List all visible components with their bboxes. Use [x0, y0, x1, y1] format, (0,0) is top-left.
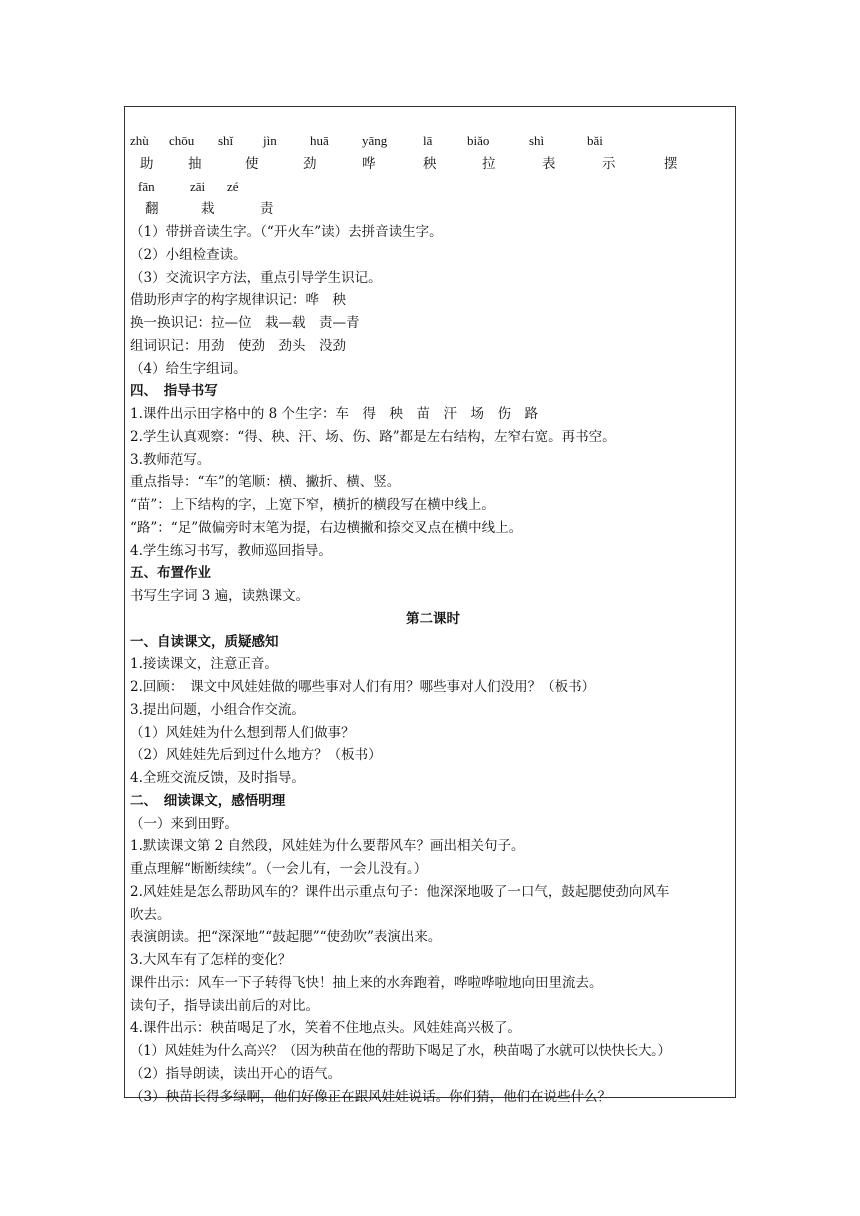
pinyin: yāng: [362, 133, 388, 148]
hanzi: 劲: [303, 155, 317, 172]
pinyin: shǐ: [218, 133, 234, 148]
hanzi: 秧: [423, 155, 437, 172]
hanzi: 表: [542, 155, 556, 172]
hanzi: 抽: [188, 155, 202, 172]
text-line: 4.学生练习书写，教师巡回指导。: [130, 542, 332, 559]
text-line: 读句子，指导读出前后的对比。: [130, 997, 319, 1014]
text-line: （3）交流识字方法，重点引导学生识记。: [130, 269, 382, 286]
text-line: 组词识记：用劲 使劲 劲头 没劲: [130, 337, 346, 354]
pinyin: zāi: [190, 178, 206, 194]
text-line: （一）来到田野。: [130, 815, 238, 832]
pinyin: shì: [529, 133, 545, 148]
text-line: （4）给生字组词。: [130, 360, 247, 377]
text-line: 借助形声字的构字规律识记：哗 秧: [130, 292, 346, 309]
pinyin: jìn: [263, 133, 277, 148]
text-line: （2）指导朗读，读出开心的语气。: [130, 1065, 342, 1082]
text-line: 4.全班交流反馈，及时指导。: [130, 770, 305, 786]
hanzi: 助: [140, 155, 154, 172]
text-line: （1）风娃娃为什么想到帮人们做事？: [130, 724, 355, 741]
text-line: （1）带拼音读生字。（“开火车”读）去拼音读生字。: [130, 224, 443, 240]
text-line: （3）秧苗长得多绿啊，他们好像正在跟风娃娃说话。你们猜，他们在说些什么？: [130, 1088, 612, 1105]
section-heading: 二、 细读课文，感悟明理: [130, 792, 286, 809]
text-line: 3.提出问题，小组合作交流。: [130, 701, 305, 718]
text-line: 换一换识记：拉—位 栽—载 责—青: [130, 315, 360, 331]
hanzi: 摆: [664, 155, 678, 172]
pinyin: fān: [138, 178, 155, 194]
text-line: 3.大风车有了怎样的变化？: [130, 952, 292, 968]
hanzi: 责: [260, 201, 274, 218]
text-line: 2.学生认真观察：“得、秧、汗、场、伤、路”都是左右结构，左窄右宽。再书空。: [130, 428, 616, 445]
pinyin: biǎo: [467, 133, 490, 148]
text-line: 重点理解“断断续续”。（一会儿有，一会儿没有。）: [130, 861, 428, 877]
pinyin: chōu: [169, 133, 195, 148]
lesson-content: [130, 130, 736, 1108]
pinyin: zé: [227, 178, 239, 194]
char-row-1: [130, 153, 736, 176]
text-line: （2）小组检查读。: [130, 246, 247, 263]
hanzi: 哗: [362, 155, 376, 172]
pinyin: zhù: [130, 133, 149, 148]
text-line: 吹去。: [130, 906, 171, 923]
section-heading: 四、 指导书写: [130, 383, 218, 400]
text-line: 4.课件出示：秧苗喝足了水，笑着不住地点头。风娃娃高兴极了。: [130, 1020, 521, 1037]
text-line: 1.课件出示田字格中的 8 个生字：车 得 秧 苗 汗 场 伤 路: [130, 406, 539, 422]
section-heading: 一、自读课文，质疑感知: [130, 633, 279, 650]
text-line: 1.默读课文第 2 自然段，风娃娃为什么要帮风车？画出相关句子。: [130, 838, 525, 855]
text-line: 重点指导：“车”的笔顺：横、撇折、横、竖。: [130, 474, 401, 491]
text-line: 书写生字词 3 遍，读熟课文。: [130, 588, 310, 604]
text-line: “路”：“足”做偏旁时末笔为提，右边横撇和捺交叉点在横中线上。: [130, 519, 523, 536]
pinyin: huā: [310, 133, 329, 148]
hanzi: 使: [245, 155, 259, 172]
hanzi: 示: [602, 155, 616, 172]
text-line: 课件出示：风车一下子转得飞快！抽上来的水奔跑着，哗啦哗啦地向田里流去。: [130, 974, 603, 991]
text-line: 3.教师范写。: [130, 451, 211, 468]
text-line: （1）风娃娃为什么高兴？（因为秧苗在他的帮助下喝足了水，秧苗喝了水就可以快快长大。）: [130, 1043, 671, 1059]
pinyin: lā: [423, 133, 433, 148]
text-line: “苗”：上下结构的字，上宽下窄，横折的横段写在横中线上。: [130, 497, 495, 513]
section-heading: 五、布置作业: [130, 565, 211, 582]
section-title: 第二课时: [406, 610, 460, 627]
text-line: 2.回顾： 课文中风娃娃做的哪些事对人们有用？哪些事对人们没用？（板书）: [130, 679, 596, 695]
pinyin-row-2: [130, 176, 736, 199]
text-line: 表演朗读。把“深深地”“鼓起腮”“使劲吹”表演出来。: [130, 929, 442, 946]
text-line: （2）风娃娃先后到过什么地方？（板书）: [130, 747, 382, 764]
text-line: 2.风娃娃是怎么帮助风车的？课件出示重点句子：他深深地吸了一口气，鼓起腮使劲向风车: [130, 883, 670, 900]
hanzi: 栽: [201, 201, 215, 218]
char-row-2: [130, 198, 736, 221]
pinyin: bǎi: [587, 133, 603, 148]
text-line: 1.接读课文，注意正音。: [130, 656, 278, 673]
pinyin-row-1: [130, 130, 736, 153]
hanzi: 拉: [482, 155, 496, 172]
hanzi: 翻: [145, 201, 159, 218]
